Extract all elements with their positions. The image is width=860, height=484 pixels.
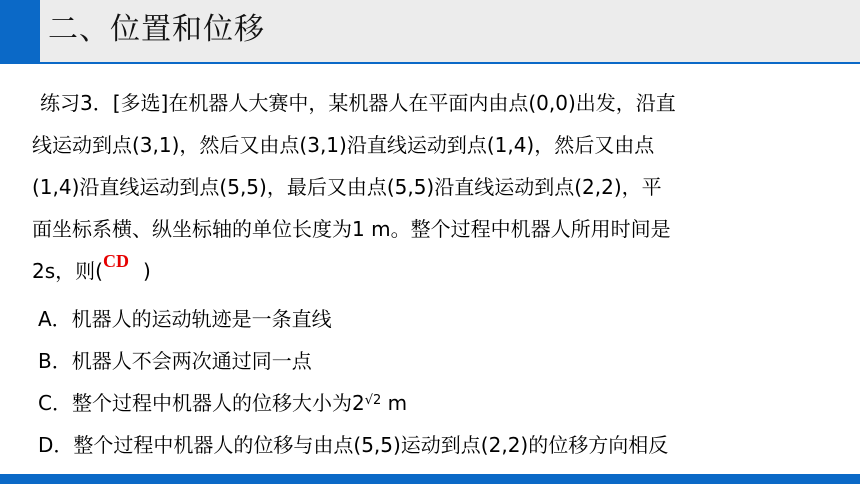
option-c-unit: m — [381, 391, 408, 415]
question-line-1: 练习3．[多选]在机器人大赛中，某机器人在平面内由点(0,0)出发，沿直 — [40, 91, 676, 115]
answer-mark: CD — [102, 251, 129, 271]
option-d: D．整个过程中机器人的位移与由点(5,5)运动到点(2,2)的位移方向相反 — [38, 433, 669, 457]
question-last-suffix: ) — [142, 259, 151, 283]
question-line-2: 线运动到点(3,1)，然后又由点(3,1)沿直线运动到点(1,4)，然后又由点 — [32, 133, 655, 157]
option-a: A．机器人的运动轨迹是一条直线 — [38, 307, 332, 331]
option-c — [38, 382, 838, 424]
sqrt-symbol: √2 — [364, 393, 382, 408]
question-text — [32, 82, 832, 292]
header-divider — [0, 62, 860, 64]
question-last-prefix: 2s，则( — [32, 259, 103, 283]
question-line-3: (1,4)沿直线运动到点(5,5)，最后又由点(5,5)沿直线运动到点(2,2)，平 — [32, 175, 662, 199]
header-accent-bar — [0, 0, 40, 62]
option-c-text: C．整个过程中机器人的位移大小为2 — [38, 391, 365, 415]
options-list — [38, 298, 838, 466]
question-line-5 — [32, 250, 832, 292]
question-line-4: 面坐标系横、纵坐标轴的单位长度为1 m。整个过程中机器人所用时间是 — [32, 217, 671, 241]
footer-bar — [0, 474, 860, 484]
option-b: B．机器人不会两次通过同一点 — [38, 349, 312, 373]
page-title: 二、位置和位移 — [48, 12, 265, 47]
